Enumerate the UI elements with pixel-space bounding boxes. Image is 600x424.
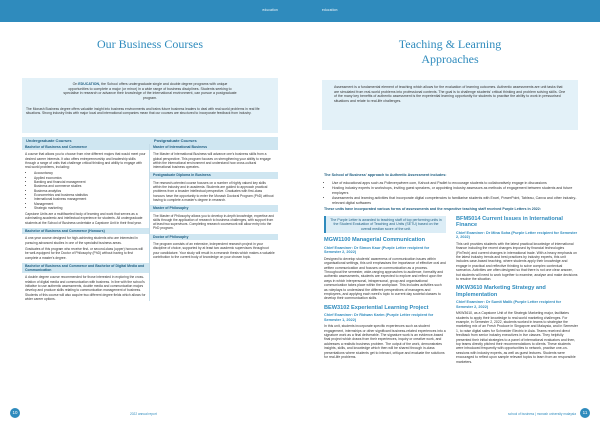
units-column-right	[456, 216, 578, 368]
unit-description: Designed to develop students' awareness of communication issues within organisational settings, this unit emphasises the importance of effective oral and written communication and focuses on communication as a process. Throughout the semester, wide-ranging approaches to audience, formality and authentic assessments, students are expected to explore and reflect upon the ways in which interpersonal, intrapersonal, group and organisational communication takes place within the workplace. This includes activities such as roleplays to understand the different perspectives of managers and employees, and applying each week's topic to current day societal classes to develop their communication skills.	[324, 256, 446, 301]
course-title: Master of Philosophy	[150, 205, 278, 211]
table-body	[22, 144, 278, 301]
courses-table	[22, 137, 278, 301]
list-item: • International business management	[34, 197, 146, 201]
course-description: The program consists of an extensive, independent research project in your discipline of choice, supported by at least two academic supervisors throughout your candidature. Your study will result in a research thesis which makes a valuable contribution to the current body of knowledge on your chosen topic.	[153, 242, 275, 259]
page-title-line-1: Teaching & Learning	[398, 37, 502, 51]
right-page	[300, 0, 600, 424]
section-label: education	[322, 8, 338, 12]
majors-list	[25, 171, 146, 210]
intro-lead: On	[72, 82, 79, 86]
list-item: • Assessments and learning activities that incorporate digital competencies to familiarise students with Excel, PowerPoint, Tableau, Canva and other industry-relevant digital softwares	[332, 196, 586, 205]
footer-text: school of business | monash university malaysia	[508, 412, 576, 416]
course-title: Master of International Business	[150, 144, 278, 150]
course-description: The research-oriented course focuses on a number of highly valued key skills within the industry and in academia. Students are guided to approach practical problems from a broader intellectual perspective. Graduates with first-class honours have the opportunity to enter the Monash Doctoral Program (PhD) without having to complete a master's degree in research.	[153, 180, 274, 202]
unit-chief-examiner: Chief Examiner: Dr Simon Kaur (Purple Letter recipient for Semester 2, 2022)	[324, 245, 430, 255]
list-item: • Management	[34, 202, 146, 206]
header-band	[300, 0, 600, 22]
postgraduate-header: Postgraduate Courses	[154, 138, 197, 143]
page-title-line-2: Approaches	[421, 52, 479, 66]
units-columns	[324, 216, 578, 402]
unit-title: MKW3610 Marketing Strategy and Implementation	[456, 285, 546, 298]
footer-text: 2022 annual report	[130, 412, 157, 416]
unit-description: This unit provides students with the latest practical knowledge of international finance including the recent changes imposed by financial technologies (FinTech) and current changes in international trade. With a heavy emphasis on the latest industry trends and best practices by industry experts, this unit includes case-based teaching, where students apply their knowledge and engage in practical and reflective thinking to solve complex contextual scenarios. Activities are often designed so that there is not one clear answer, but students will need to work together to examine, analyse and make decisions to resolve the situation.	[456, 241, 578, 282]
course-description: A double degree course recommended for those interested in exploring the cross-relation of digital media and communication with business. In line with the school's initiative to use authentic assessments, double media and communication majors develop and produce skills relating to communication management of business. Students of this course will also acquire two different degree fields which allows for wider career options.	[25, 275, 146, 301]
page-title: Our Business Courses	[96, 37, 203, 51]
list-item: • Econometrics and business statistics	[34, 193, 146, 197]
list-item: • Accountancy	[34, 171, 146, 175]
unit-chief-examiner: Chief Examiner: Dr Sumit Malik (Purple Letter recipient for Semester 2, 2022)	[456, 300, 562, 309]
section-label: education	[262, 8, 278, 12]
intro-emphasis: EDUCATION,	[78, 82, 101, 86]
course-description: Graduates of this program who receive first- or second-class (upper) honours will be well-equipped for the Doctor of Philosophy (PhD) without having to first complete a master's degree.	[25, 246, 144, 260]
units-heading: These units have incorporated various forms of assessments and the respective teaching staff received Purple Letters in 2022:	[324, 207, 541, 211]
page-title	[300, 37, 600, 67]
unit-description: MKW3610, as a Capstone Unit of the Strategic Marketing major, facilitates students to apply their knowledge to real-world marketing challenges. For example, in Semester 2, 2022, students worked in teams to strategise the marketing mix of an Fresh Produce in Singapore and Malaysia, and in Semester 1, to raise digital sales for Schneider Electric in Asia. Teams received direct feedback from senior industry executives in live classes. They helpfully presented their initial strategies to a panel of international evaluators and then, top teams directly pitched their recommendations to clients. These students were introduced frequently with opportunities to network, practise one-on-sessions with industry experts, as well as guest lectures. Students were encouraged to reflect upon sample relevant topics to learn from an responsible marketers.	[456, 311, 578, 364]
capstone-description: Capstone Units are a multifaceted body of learning and work that serves as a culminating academic and intellectual experience for students. All undergraduate students at the School of Business undertake a Capstone Unit in their final year.	[25, 212, 143, 225]
unit-chief-examiner: Chief Examiner: Dr Ridwan Karim (Purple Letter recipient for Semester 1, 2022)	[324, 313, 434, 322]
unit-chief-examiner: Chief Examiner: Dr Mina Soha (Purple Letter recipient for Semester 2, 2022)	[456, 230, 578, 240]
unit-title: MGW1100 Managerial Communication	[324, 237, 426, 244]
header-band	[0, 0, 300, 22]
approach-heading: The School of Business' approach to Authentic Assessment includes:	[324, 173, 447, 177]
approach-list	[324, 181, 586, 206]
undergraduate-header: Undergraduate Courses	[26, 138, 72, 143]
course-title: Bachelor of Business and Commerce and Bachelor of Digital Media and Communication	[22, 263, 149, 274]
undergraduate-column	[22, 144, 150, 301]
course-title: Bachelor of Business and Commerce (Honours)	[22, 228, 149, 234]
list-item: • Use of educational apps such as Polleverywhere.com, Kahoot and Padlet to encourage students to collaboratively engage in discussions	[332, 181, 586, 186]
course-title: Doctor of Philosophy	[150, 234, 278, 240]
course-description: The Master of International Business will advance one's business skills from a global perspective. This program focuses on strengthening your ability to engage within the international environment and understand how cross-cultural international business operates.	[153, 152, 271, 170]
course-title: Bachelor of Business and Commerce	[22, 144, 149, 150]
unit-title: BFM5014 Current Issues in International Finance	[456, 216, 563, 229]
unit-description: In this unit, students incorporate specific experiences such as student engagement, internships or other significant business-related experiences into a signature work as a final deliverable. The signature work is an evidence-based final project which draws from their experiences, inquiry or creative work, and addresses a realistic business problem. The output of the work, demonstrates insights, skills, and knowledge which then will be shared through in-class presentations where students get to interact, critique and evaluate the solutions for real-life problems.	[324, 324, 446, 360]
intro-paragraph: Assessment is a fundamental element of teaching which allows for the evaluation of learning outcomes. Authentic assessments are unit tasks that are simulated from real-world problems into professional contexts. The goal is to challenge students' critical thinking and problem solving skills. One of the many key benefits of authentic assessment is the experiential learning opportunity for students to practise the ability to work in pressurised situations and relate to real-life challenges.	[334, 85, 566, 103]
list-item: • Hosting industry experts in workshops, inviting guest speakers, or appointing industry assessors as methods of engagement between students and future employers	[332, 186, 586, 195]
course-description: The Master of Philosophy allows you to develop in-depth knowledge, expertise and skills through the application of research to business challenges, with support from at least two supervisors. Completing research coursework will allow entry into the PhD program.	[153, 213, 274, 231]
list-item: • Strategic marketing	[34, 206, 146, 210]
course-description: A one-year course designed for high-achieving students who are interested in pursuing advanced studies in one of the specialist business areas.	[25, 236, 138, 245]
course-description: A course that allows you to choose from nine different majors that would meet your desired career interests. It also offers entrepreneurship and leadership skills through a range of units that challenge critical thinking and ability to engage with real-world problems, including:	[25, 152, 146, 170]
intro-rest: the School offers undergraduate single and double degree programs with unique opportunities to complete a major (or minor) in a wide range of business disciplines. Students seeking to specialise in research or advance their knowledge of the international environment, can pursue a postgraduate program.	[63, 82, 237, 100]
intro-paragraph-1	[62, 82, 238, 100]
unit-title: BEW3102 Experiential Learning Project	[324, 304, 429, 311]
table-header	[22, 137, 278, 144]
list-item: • Business analytics	[34, 189, 146, 193]
page-number: 11	[580, 408, 590, 418]
postgraduate-column	[150, 144, 278, 301]
list-item: • Business and commerce studies	[34, 184, 146, 188]
list-item: • Applied economics	[34, 176, 146, 180]
course-title: Postgraduate Diploma in Business	[150, 172, 278, 178]
list-item: • Banking and financial management	[34, 180, 146, 184]
intro-paragraph-2: The Monash Business degree offers valuable insight into business environments and trains future business leaders to deal with real-world problems in real life situations. Strong industry links with major local and international companies mean that our courses are structured to incorporate feedback from industry.	[26, 107, 260, 116]
page-number: 10	[10, 408, 20, 418]
units-column-left	[324, 216, 446, 364]
purple-letter-callout: The Purple Letter is awarded to teaching staff of top performing units in the Student Evaluation of Teaching and Units (SETU) based on the overall median score of the unit.	[324, 216, 446, 233]
